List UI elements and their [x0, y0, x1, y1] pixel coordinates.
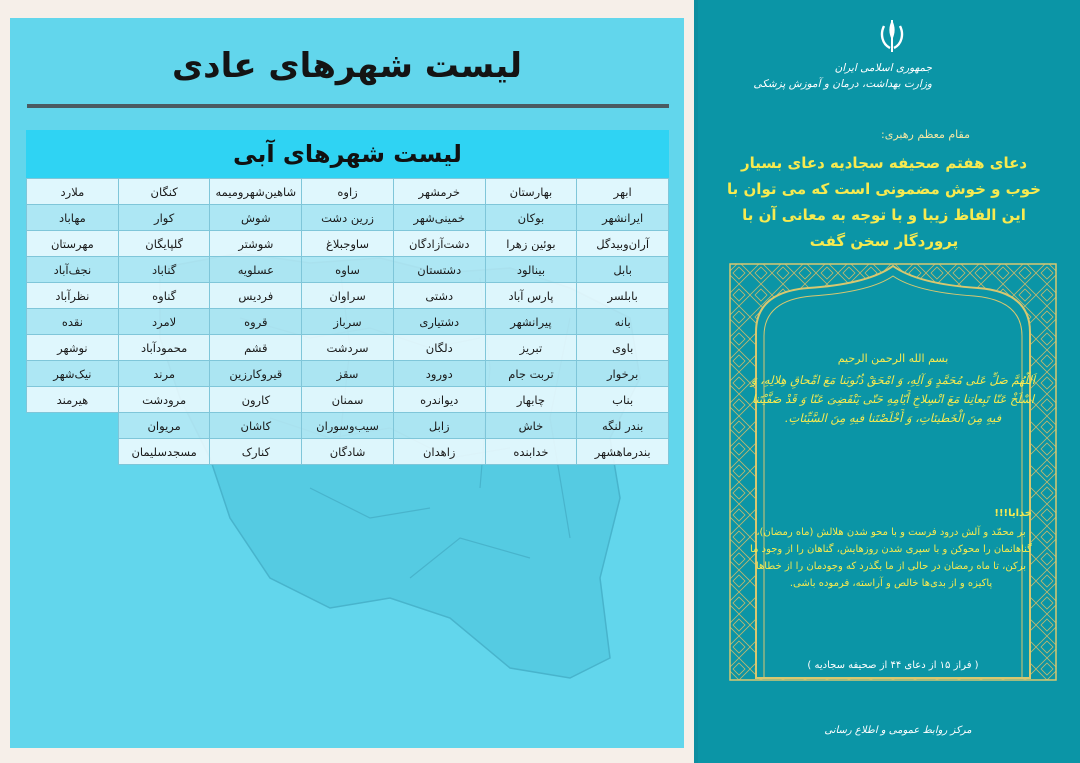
iran-emblem-icon — [876, 18, 908, 54]
city-cell: بوئین زهرا — [485, 231, 577, 257]
city-cell: کنارک — [210, 439, 302, 465]
translation-text: بر محمّد و آلش درود فرست و با محو شدن هلالش (ماه رمضان)، گناهانمان را محوکن و با سپری شدن روزهایش، گناهان را از وجود ما برکن، تا ماه رمضان در حالی از ما بگذرد که وجودمان را از خطاها پاکیزه و از بدی‌ها خالص و آراسته، فرموده باشی. — [750, 527, 1032, 589]
city-cell: باوی — [577, 335, 669, 361]
page-title: لیست شهرهای عادی — [171, 46, 523, 86]
footer-org: مرکز روابط عمومی و اطلاع رسانی — [824, 725, 972, 736]
quote-headline: دعای هفتم صحیفه سجادیه دعای بسیار خوب و خوش مضمونی است که می توان با این الفاظ زیبا و با توجه به معانی آن با پروردگار سخن گفت — [727, 154, 1041, 250]
city-cell: خمینی‌شهر — [393, 205, 485, 231]
city-cell: زابل — [393, 413, 485, 439]
city-cell: بندرماهشهر — [577, 439, 669, 465]
city-cell: قیروکارزین — [210, 361, 302, 387]
city-cell: کارون — [210, 387, 302, 413]
right-panel — [698, 0, 1080, 763]
city-cell: نیک‌شهر — [27, 361, 119, 387]
city-cell — [27, 413, 119, 439]
dua-arabic: اَللّهُمَّ صَلِّ عَلى مُحَمَّدٍ وَ آلِهِ، وَ امْحَقْ ذُنُوبَنا مَعَ امِّحاقِ هِلالِهِ، وَ اسْلَخْ عَنّا تَبِعاتِنا مَعَ انْسِلاخِ أَیّامِهِ حَتّى یَنْقَضِیَ عَنّا وَ قَدْ صَفَّیْتَنا فیهِ مِنَ الْخَطیئاتِ، وَ أَخْلَصْتَنا فیهِ مِنَ السَّیِّئاتِ. — [750, 373, 1036, 425]
city-cell: نوشهر — [27, 335, 119, 361]
city-cell: مسجدسلیمان — [118, 439, 210, 465]
city-cell: مرند — [118, 361, 210, 387]
table-row — [27, 387, 669, 413]
city-cell: زاوه — [302, 179, 394, 205]
table-row — [27, 283, 669, 309]
city-cell: دورود — [393, 361, 485, 387]
city-cell: برخوار — [577, 361, 669, 387]
table-row — [27, 231, 669, 257]
table-row — [27, 205, 669, 231]
city-cell: ساوه — [302, 257, 394, 283]
city-cell: بینالود — [485, 257, 577, 283]
city-cell: قشم — [210, 335, 302, 361]
table-row — [27, 257, 669, 283]
city-cell: زاهدان — [393, 439, 485, 465]
city-cell: فردیس — [210, 283, 302, 309]
city-cell: بهارستان — [485, 179, 577, 205]
table-row — [27, 413, 669, 439]
city-cell: دشتیاری — [393, 309, 485, 335]
city-cell: ملارد — [27, 179, 119, 205]
table-row — [27, 361, 669, 387]
table-row — [27, 335, 669, 361]
city-cell: شوش — [210, 205, 302, 231]
table-row — [27, 179, 669, 205]
city-cell: دشت‌آزادگان — [393, 231, 485, 257]
cities-table — [26, 130, 669, 465]
city-cell: مرودشت — [118, 387, 210, 413]
city-cell: گناوه — [118, 283, 210, 309]
city-cell: کنگان — [118, 179, 210, 205]
cities-poster — [10, 18, 684, 748]
dua-source: ( فراز ۱۵ از دعای ۴۴ از صحیفه سجادیه ) — [807, 660, 979, 671]
city-cell: دشتی — [393, 283, 485, 309]
city-cell: دیواندره — [393, 387, 485, 413]
org-line-2: وزارت بهداشت، درمان و آموزش پزشکی — [753, 78, 932, 90]
city-cell: سراوان — [302, 283, 394, 309]
city-cell: دلگان — [393, 335, 485, 361]
city-cell: دشتستان — [393, 257, 485, 283]
quote-attribution: مقام معظم رهبری: — [881, 128, 970, 141]
city-cell: بابلسر — [577, 283, 669, 309]
ministry-name — [753, 60, 932, 92]
city-cell: شوشتر — [210, 231, 302, 257]
city-cell: پیرانشهر — [485, 309, 577, 335]
city-cell — [27, 439, 119, 465]
city-cell: زرین دشت — [302, 205, 394, 231]
city-cell: سیب‌وسوران — [302, 413, 394, 439]
city-cell: ساوجبلاغ — [302, 231, 394, 257]
city-cell: کاشان — [210, 413, 302, 439]
city-cell: شاهین‌شهرومیمه — [210, 179, 302, 205]
basmala: بسم الله الرحمن الرحیم — [837, 352, 949, 365]
city-cell: عسلویه — [210, 257, 302, 283]
city-cell: خرمشهر — [393, 179, 485, 205]
city-cell: بندر لنگه — [577, 413, 669, 439]
city-cell: آران‌وبیدگل — [577, 231, 669, 257]
cities-grid — [26, 178, 669, 465]
city-cell: ابهر — [577, 179, 669, 205]
city-cell: سردشت — [302, 335, 394, 361]
city-cell: نقده — [27, 309, 119, 335]
city-cell: گلپایگان — [118, 231, 210, 257]
city-cell: نجف‌آباد — [27, 257, 119, 283]
table-title: لیست شهرهای آبی — [26, 130, 669, 178]
city-cell: خدابنده — [485, 439, 577, 465]
ornamental-arch-frame — [728, 262, 1058, 682]
dua-block — [746, 352, 1040, 428]
city-cell: بابل — [577, 257, 669, 283]
city-cell: بوکان — [485, 205, 577, 231]
city-cell: محمودآباد — [118, 335, 210, 361]
table-row — [27, 439, 669, 465]
city-cell: سقز — [302, 361, 394, 387]
city-cell: هیرمند — [27, 387, 119, 413]
translation-title: خدایا!!! — [994, 508, 1032, 519]
city-cell: تربت جام — [485, 361, 577, 387]
city-cell: چابهار — [485, 387, 577, 413]
city-cell: سمنان — [302, 387, 394, 413]
city-cell: تبریز — [485, 335, 577, 361]
city-cell: مهرستان — [27, 231, 119, 257]
city-cell: بناب — [577, 387, 669, 413]
city-cell: پارس آباد — [485, 283, 577, 309]
city-cell: کوار — [118, 205, 210, 231]
city-cell: سرباز — [302, 309, 394, 335]
city-cell: مهاباد — [27, 205, 119, 231]
city-cell: قروه — [210, 309, 302, 335]
city-cell: خاش — [485, 413, 577, 439]
org-line-1: جمهوری اسلامی ایران — [834, 62, 932, 74]
table-row — [27, 309, 669, 335]
city-cell: ایرانشهر — [577, 205, 669, 231]
city-cell: گناباد — [118, 257, 210, 283]
city-cell: بانه — [577, 309, 669, 335]
city-cell: نظرآباد — [27, 283, 119, 309]
city-cell: مریوان — [118, 413, 210, 439]
city-cell: شادگان — [302, 439, 394, 465]
city-cell: لامرد — [118, 309, 210, 335]
title-underline — [27, 104, 669, 108]
